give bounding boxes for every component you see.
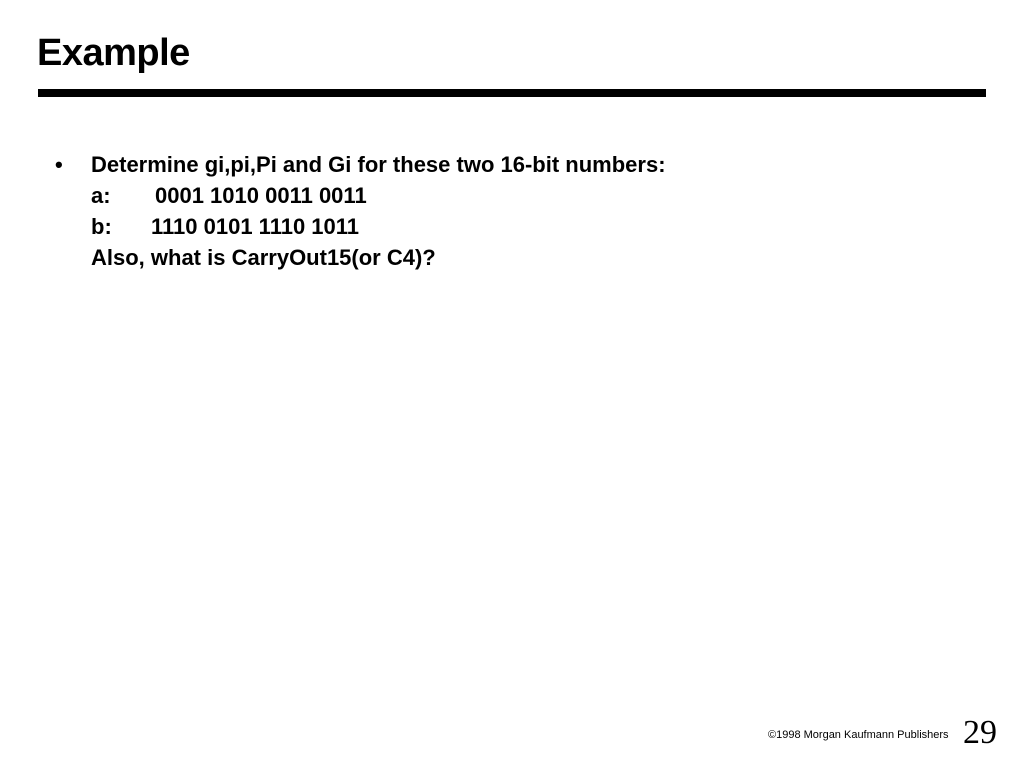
title-divider <box>38 89 986 97</box>
operand-b-label: b: <box>91 214 112 239</box>
operand-a-label: a: <box>91 183 111 208</box>
bullet-content <box>91 149 666 273</box>
operand-a-value: 0001 1010 0011 0011 <box>155 183 367 208</box>
operand-a-line <box>91 180 666 211</box>
question-line: Determine gi,pi,Pi and Gi for these two 16-bit numbers: <box>91 152 666 177</box>
page-number: 29 <box>963 714 997 751</box>
slide-title: Example <box>37 32 190 74</box>
copyright-notice: ©1998 Morgan Kaufmann Publishers <box>768 729 949 741</box>
followup-line: Also, what is CarryOut15(or C4)? <box>91 245 436 270</box>
operand-b-value: 1110 0101 1110 1011 <box>151 214 360 239</box>
bullet-icon: • <box>55 152 63 177</box>
operand-b-line <box>91 211 666 242</box>
